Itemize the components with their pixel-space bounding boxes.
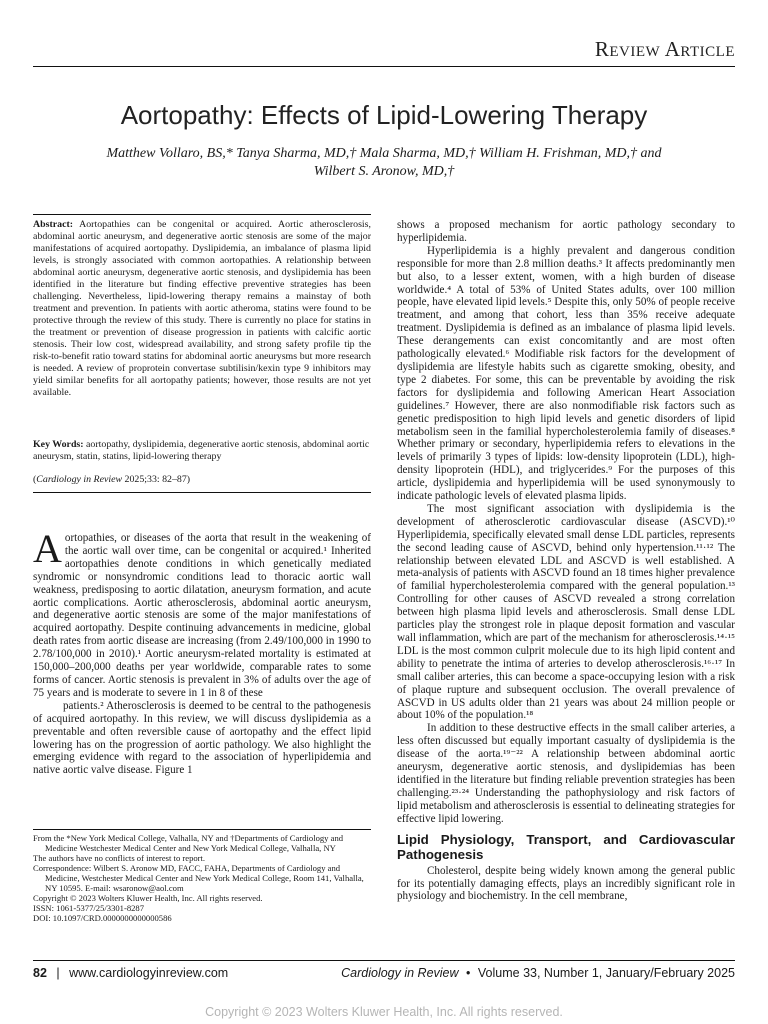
author-list [40,145,728,181]
footer-bullet: • [466,966,471,980]
body-left-column [33,526,371,777]
drop-cap: A [33,526,62,571]
body-paragraph: patients.² Atherosclerosis is deemed to be central to the pathogenesis of acquired aortopathy. In this review, we will discuss dyslipidemia as a preventable and often reversible cause of aortopathy and the effect lipid lowering has on the progression of aortic pathology. We also highlight the emerging evidence with regard to the association of hyperlipidemia and native aortic valve disease. Figure 1 [33,699,371,777]
body-paragraph: shows a proposed mechanism for aortic pathology secondary to hyperlipidemia. [397,219,735,244]
keywords-text: aortopathy, dyslipidemia, degenerative aortic stenosis, abdominal aortic aneurysm, statin, statins, lipid-lowering therapy [33,439,370,462]
abstract-label: Abstract: [33,219,74,230]
citation-rest: 2025;33: 82–87) [122,474,191,485]
copyright-watermark: Copyright © 2023 Wolters Kluwer Health, Inc. All rights reserved. [205,1005,563,1019]
keywords-label: Key Words: [33,439,84,450]
footer-separator: | [56,966,60,980]
footer-left [33,966,228,980]
footer-rule [33,960,735,961]
authors-line-2: Wilbert S. Aronow, MD,† [313,164,455,179]
abstract-text: Aortopathies can be congenital or acquired. Aortic atherosclerosis, abdominal aortic aneurysm, and degenerative aortic stenosis are some of the major manifestations of acquired aortopathy. Dyslipidemia, an imbalance of plasma lipid levels, is strongly associated with common aortopathies. A relationship between abdominal aortic aneurysm, degenerative aortic stenosis, and dyslipidemia has been identified in the literature but finding effective preventive strategies has been challenging. Nevertheless, lipid-lowering therapy remains a mainstay of both treatment and prevention. In patients with aortic atheroma, statins were found to be protective through the review of this study. There is currently no place for statins in the treatment or prevention of disease progression in patients with calcific aortic stenosis. Their low cost, widespread availability, and strong safety profile tip the risk-to-benefit ratio toward statins for abdominal aortic aneurysms but more research is needed. A review of proprotein convertase subtilisin/kexin type 9 inhibitors may yield similar benefits for all aortopathy patients; however, those results are not yet available. [33,219,371,398]
abstract-top-rule [33,214,371,215]
footnote-conflicts: The authors have no conflicts of interest to report. [33,853,206,863]
footer-journal: Cardiology in Review [341,966,459,980]
body-paragraph: The most significant association with dyslipidemia is the development of atherosclerotic cardiovascular disease (ASCVD).¹⁰ Hyperlipidemia, specifically elevated small dense LDL particles, represents the second leading cause of ASCVD, behind only hypertension.¹¹·¹² The relationship between elevated LDL and ASCVD is well established. A meta-analysis of patients with ASCVD found an 18 times higher prevalence of familial hypercholesterolemia compared with the general population.¹³ Controlling for other causes of ASCVD revealed a strong correlation between high plasma lipid levels and atherosclerosis. Small dense LDL particles play the strongest role in plaque deposit formation and vascular wall inflammation, which are part of the mechanism for atherosclerosis.¹⁴·¹⁵ LDL is the most common culprit molecule due to its high lipid content and ability to penetrate the intima of arteries to develop atherosclerosis.¹⁶·¹⁷ In small caliber arteries, this can become a space-occupying lesion with a risk of plaque rupture and subsequent occlusion. The overall prevalence of ASCVD in US adults older than 21 years was about 24 million people or about 10% of the population.¹⁸ [397,502,735,722]
footer-right [341,966,735,980]
citation-open: ( [33,474,37,485]
section-heading: Lipid Physiology, Transport, and Cardiovascular Pathogenesis [397,831,735,862]
footnote-doi: DOI: 10.1097/CRD.0000000000000586 [33,913,172,923]
keywords [33,439,371,463]
citation-journal: Cardiology in Review [36,474,123,485]
authors-line-1: Matthew Vollaro, BS,* Tanya Sharma, MD,† Mala Sharma, MD,† William H. Frishman, MD,† and [106,146,662,161]
section-label: Review Article [594,37,735,61]
footnotes [33,833,371,923]
footnote-issn: ISSN: 1061-5377/25/3301-8287 [33,903,145,913]
body-paragraph: Cholesterol, despite being widely known among the general public for its potentially damaging effects, plays an incredibly significant role in physiology and biochemistry. In the cell membrane, [397,864,735,903]
footer-issue: Volume 33, Number 1, January/February 2025 [477,966,735,980]
page-number: 82 [33,966,47,980]
article-title: Aortopathy: Effects of Lipid-Lowering Therapy [120,100,648,130]
citation [33,474,371,486]
journal-website: www.cardiologyinreview.com [69,966,229,980]
body-right-column [397,219,735,903]
body-paragraph: Hyperlipidemia is a highly prevalent and dangerous condition responsible for more than 2.8 million deaths.³ It affects predominantly men but also, to a lesser extent, women, with a high burden of disease worldwide.⁴ A total of 53% of United States adults, over 100 million people, have elevated lipid levels.⁵ Despite this, only 50% of people receive treatment, and among that cohort, less than 35% receive adequate treatment. Dyslipidemia is defined as an imbalance of plasma lipid levels. These derangements can exist concomitantly and are most often pathologically elevated.⁶ Modifiable risk factors for the development of dyslipidemia are lifestyle habits such as cigarette smoking, obesity, and type 2 diabetes. For some, this can be preventable by avoiding the risk factors for dyslipidemia and following American Heart Association guidelines.⁷ However, there are also nonmodifiable risk factors such as genetic predisposition to high lipid levels and genetic disorders of lipid metabolism seen in the familial hypercholesterolemia family of diseases.⁸ Whether primary or secondary, hyperlipidemia refers to elevations in the levels of primarily 3 types of lipids: low-density lipoprotein (LDL), high-density lipoprotein (HDL), and triglycerides.⁹ For the purposes of this article, dyslipidemia and hyperlipidemia will be used synonymously to indicate pathologic levels of elevated plasma lipids. [397,244,735,503]
abstract [33,219,371,399]
body-paragraph: In addition to these destructive effects in the small caliber arteries, a less often discussed but equally important casualty of dyslipidemia is the disease of the aorta.¹⁹⁻²² A relationship between abdominal aortic aneurysm, degenerative aortic stenosis, and dyslipidemias has been identified in the literature but finding reliable prevention strategies has been challenging.²³·²⁴ Understanding the pathophysiology and risk factors of lipid metabolism and atherosclerosis is essential to delineating strategies for effective lipid lowering. [397,722,735,825]
intro-text: ortopathies, or diseases of the aorta that result in the weakening of the aortic wall over time, can be congenital or acquired.¹ Inherited aortopathies denote conditions in which genetically mediated syndromic or nonsyndromic conditions lead to thoracic aortic wall weakness, predisposing to aortic dilatation, aneurysm formation, and acute aortic complications. Aortic atherosclerosis, abdominal aortic aneurysm, and degenerative aortic stenosis are some of the major manifestations of acquired aortopathy. Despite continuing advancements in medicine, global death rates from aortic disease are increasing (from 2.49/100,000 in 1990 to 2.78/100,000 in 2010).¹ Aortic aneurysm-related mortality is estimated at 150,000–200,000 deaths per year worldwide, comparable rates to some forms of cancer. Aortic stenosis is prevalent in 3% of adults over the age of 75 years and is moderate to severe in 1 in 8 of these [33,532,371,699]
footnote-correspondence: Correspondence: Wilbert S. Aronow MD, FACC, FAHA, Departments of Cardiology and Medicine, Westchester Medical Center and New York Medical College, Room 141, Valhalla, NY 10595. E-mail: wsaronow@aol.com [33,863,364,893]
intro-paragraph [33,526,371,700]
footnote-copyright: Copyright © 2023 Wolters Kluwer Health, Inc. All rights reserved. [33,893,263,903]
footnote-rule [33,829,371,830]
footnote-affiliations: From the *New York Medical College, Valhalla, NY and †Departments of Cardiology and Medicine Westchester Medical Center and New York Medical College, Valhalla, NY [33,833,344,853]
header-rule [33,66,735,67]
abstract-bottom-rule [33,492,371,493]
